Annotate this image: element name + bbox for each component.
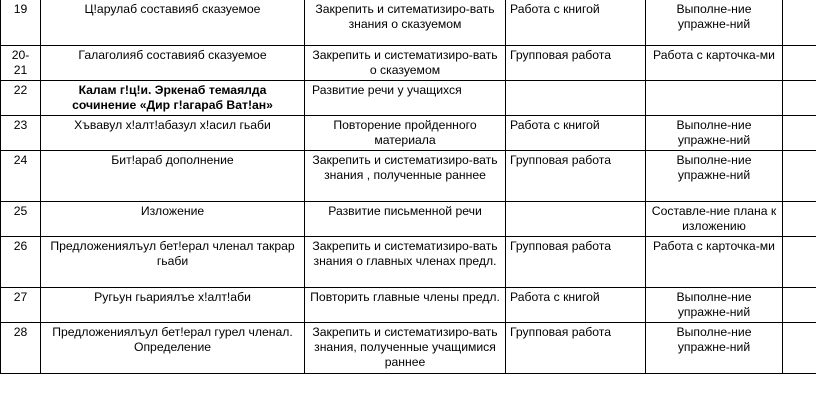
lesson-goal: Закрепить и систематизиро-вать о сказуемом xyxy=(305,46,506,81)
table-row xyxy=(1,81,816,116)
table-row xyxy=(1,323,816,374)
lesson-extra xyxy=(783,81,816,116)
lesson-goal: Закрепить и систематизиро-вать знания, полученные учащимися раннее xyxy=(305,323,506,374)
lesson-work-type: Выполне-ние упражне-ний xyxy=(646,288,783,323)
lesson-number: 24 xyxy=(1,151,41,202)
lesson-form: Групповая работа xyxy=(506,46,646,81)
lesson-number: 26 xyxy=(1,237,41,288)
lesson-work-type: Выполне-ние упражне-ний xyxy=(646,116,783,151)
lesson-work-type: Работа с карточка-ми xyxy=(646,46,783,81)
lesson-extra xyxy=(783,151,816,202)
lesson-form xyxy=(506,81,646,116)
lesson-number: 25 xyxy=(1,202,41,237)
lesson-extra xyxy=(783,0,816,46)
lesson-topic: Предложениялъул бет!ерал членал такрар гьаби xyxy=(41,237,305,288)
lesson-goal: Закрепить и ситематизиро-вать знания о сказуемом xyxy=(305,0,506,46)
lesson-extra xyxy=(783,237,816,288)
table-row xyxy=(1,0,816,46)
lesson-form: Работа с книгой xyxy=(506,0,646,46)
lesson-work-type: Работа с карточка-ми xyxy=(646,237,783,288)
lesson-topic: Галаголияб составияб сказуемое xyxy=(41,46,305,81)
lesson-topic: Хъвавул х!алт!абазул х!асил гьаби xyxy=(41,116,305,151)
lesson-topic: Ругьун гьариялъе х!алт!аби xyxy=(41,288,305,323)
lesson-form: Групповая работа xyxy=(506,151,646,202)
lesson-topic: Предложениялъул бет!ерал гурел членал. Определение xyxy=(41,323,305,374)
lesson-work-type xyxy=(646,81,783,116)
lesson-goal: Развитие письменной речи xyxy=(305,202,506,237)
table-row xyxy=(1,151,816,202)
lesson-extra xyxy=(783,116,816,151)
lesson-extra xyxy=(783,288,816,323)
lesson-extra xyxy=(783,323,816,374)
lesson-number: 27 xyxy=(1,288,41,323)
lesson-number: 22 xyxy=(1,81,41,116)
lesson-form: Групповая работа xyxy=(506,237,646,288)
lesson-topic: Ц!арулаб составияб сказуемое xyxy=(41,0,305,46)
lesson-goal: Повторить главные члены предл. xyxy=(305,288,506,323)
lesson-number: 28 xyxy=(1,323,41,374)
lesson-number: 20-21 xyxy=(1,46,41,81)
lesson-goal: Закрепить и систематизиро-вать знания о главных членах предл. xyxy=(305,237,506,288)
lesson-topic: Калам г!ц!и. Эркенаб темаялда сочинение «Дир г!агараб Ват!ан» xyxy=(41,81,305,116)
lesson-work-type: Составле-ние плана к изложению xyxy=(646,202,783,237)
lesson-goal: Развитие речи у учащихся xyxy=(305,81,506,116)
table-row xyxy=(1,237,816,288)
lesson-form xyxy=(506,202,646,237)
table-row xyxy=(1,288,816,323)
table-row xyxy=(1,116,816,151)
lesson-form: Работа с книгой xyxy=(506,116,646,151)
lesson-number: 19 xyxy=(1,0,41,46)
lesson-form: Работа с книгой xyxy=(506,288,646,323)
lesson-form: Групповая работа xyxy=(506,323,646,374)
table-row xyxy=(1,46,816,81)
lesson-goal: Повторение пройденного материала xyxy=(305,116,506,151)
lesson-topic: Бит!араб дополнение xyxy=(41,151,305,202)
lesson-goal: Закрепить и систематизиро-вать знания , полученные раннее xyxy=(305,151,506,202)
lesson-topic: Изложение xyxy=(41,202,305,237)
lesson-extra xyxy=(783,202,816,237)
lesson-extra xyxy=(783,46,816,81)
lesson-work-type: Выполне-ние упражне-ний xyxy=(646,151,783,202)
lesson-work-type: Выполне-ние упражне-ний xyxy=(646,323,783,374)
lesson-number: 23 xyxy=(1,116,41,151)
lesson-work-type: Выполне-ние упражне-ний xyxy=(646,0,783,46)
table-row xyxy=(1,202,816,237)
